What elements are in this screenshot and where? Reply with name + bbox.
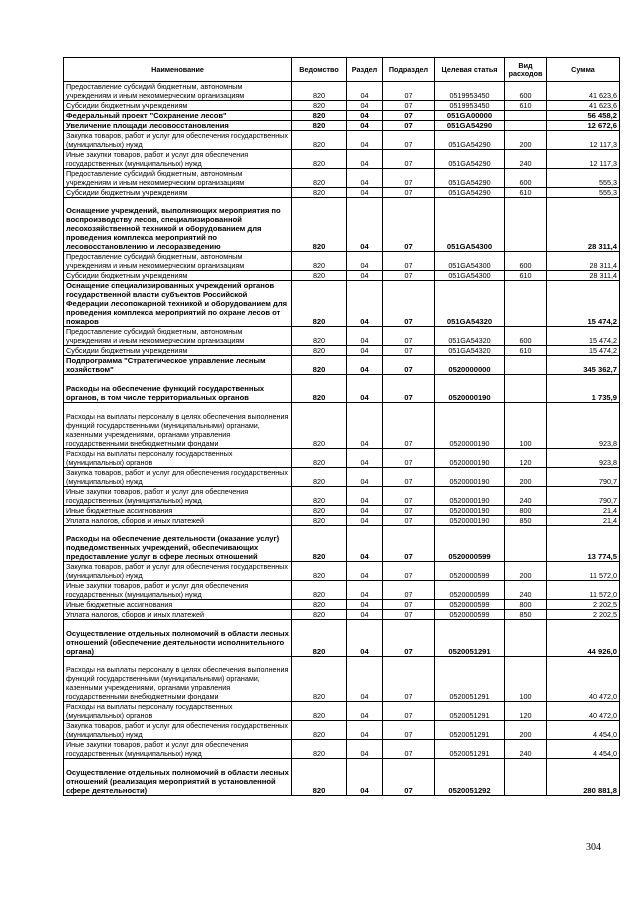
row-name: Предоставление субсидий бюджетным, автономным учреждениям и иным некоммерческим организациям	[64, 327, 292, 346]
row-section: 04	[347, 759, 383, 796]
row-target-article: 0520000190	[435, 486, 505, 505]
row-expense-type: 600	[505, 327, 547, 346]
row-expense-type: 600	[505, 169, 547, 188]
row-amount: 28 311,4	[547, 198, 620, 252]
row-subsection: 07	[383, 515, 435, 525]
table-row	[64, 562, 620, 581]
row-expense-type	[505, 281, 547, 327]
page-number: 304	[586, 842, 601, 853]
row-section: 04	[347, 327, 383, 346]
table-row	[64, 403, 620, 449]
table-row	[64, 515, 620, 525]
row-amount: 11 572,0	[547, 562, 620, 581]
row-subsection: 07	[383, 356, 435, 375]
row-target-article: 0520000190	[435, 375, 505, 403]
row-name: Подпрограмма "Стратегическое управление лесным хозяйством"	[64, 356, 292, 375]
row-subsection: 07	[383, 562, 435, 581]
row-name: Субсидии бюджетным учреждениям	[64, 271, 292, 281]
row-amount: 923,8	[547, 403, 620, 449]
row-name: Уплата налогов, сборов и иных платежей	[64, 610, 292, 620]
row-expense-type: 610	[505, 188, 547, 198]
table-row	[64, 356, 620, 375]
row-target-article: 051GA00000	[435, 111, 505, 121]
header-expense-type: Вид расходов	[505, 58, 547, 82]
row-amount: 2 202,5	[547, 610, 620, 620]
row-expense-type: 240	[505, 740, 547, 759]
row-target-article: 051GA54320	[435, 346, 505, 356]
row-amount: 56 458,2	[547, 111, 620, 121]
row-department: 820	[292, 562, 347, 581]
row-expense-type: 200	[505, 131, 547, 150]
row-section: 04	[347, 188, 383, 198]
budget-document	[63, 57, 619, 796]
row-amount: 12 117,3	[547, 150, 620, 169]
row-section: 04	[347, 375, 383, 403]
table-row	[64, 620, 620, 657]
row-name: Субсидии бюджетным учреждениям	[64, 346, 292, 356]
row-department: 820	[292, 403, 347, 449]
row-target-article: 051GA54320	[435, 281, 505, 327]
table-row	[64, 82, 620, 101]
row-amount: 1 735,9	[547, 375, 620, 403]
row-amount: 12 672,6	[547, 121, 620, 131]
row-department: 820	[292, 281, 347, 327]
row-expense-type	[505, 759, 547, 796]
row-amount: 28 311,4	[547, 271, 620, 281]
row-amount: 790,7	[547, 486, 620, 505]
row-target-article: 0520000190	[435, 403, 505, 449]
row-name: Субсидии бюджетным учреждениям	[64, 188, 292, 198]
row-section: 04	[347, 515, 383, 525]
row-section: 04	[347, 271, 383, 281]
row-section: 04	[347, 281, 383, 327]
row-amount: 555,3	[547, 169, 620, 188]
table-row	[64, 448, 620, 467]
table-row	[64, 101, 620, 111]
table-row	[64, 150, 620, 169]
row-subsection: 07	[383, 620, 435, 657]
row-expense-type	[505, 525, 547, 562]
row-subsection: 07	[383, 169, 435, 188]
header-target-article: Целевая статья	[435, 58, 505, 82]
row-expense-type: 240	[505, 486, 547, 505]
row-amount: 790,7	[547, 467, 620, 486]
row-department: 820	[292, 271, 347, 281]
row-section: 04	[347, 620, 383, 657]
row-target-article: 0520000000	[435, 356, 505, 375]
row-name: Уплата налогов, сборов и иных платежей	[64, 515, 292, 525]
row-target-article: 0520051291	[435, 656, 505, 702]
row-amount: 11 572,0	[547, 581, 620, 600]
row-expense-type: 120	[505, 448, 547, 467]
row-target-article: 0520051291	[435, 702, 505, 721]
table-row	[64, 486, 620, 505]
row-name: Увеличение площади лесовосстановления	[64, 121, 292, 131]
row-target-article: 0519953450	[435, 82, 505, 101]
row-target-article: 051GA54290	[435, 150, 505, 169]
row-expense-type: 850	[505, 515, 547, 525]
row-subsection: 07	[383, 581, 435, 600]
row-expense-type: 850	[505, 610, 547, 620]
row-amount: 15 474,2	[547, 327, 620, 346]
row-section: 04	[347, 131, 383, 150]
table-row	[64, 467, 620, 486]
row-target-article: 051GA54290	[435, 188, 505, 198]
row-amount: 13 774,5	[547, 525, 620, 562]
row-expense-type: 200	[505, 467, 547, 486]
row-section: 04	[347, 82, 383, 101]
row-target-article: 0520000599	[435, 562, 505, 581]
row-amount: 40 472,0	[547, 656, 620, 702]
row-name: Осуществление отдельных полномочий в области лесных отношений (обеспечение деятельности исполнительного органа)	[64, 620, 292, 657]
row-name: Иные бюджетные ассигнования	[64, 505, 292, 515]
row-expense-type: 600	[505, 82, 547, 101]
row-expense-type	[505, 375, 547, 403]
row-subsection: 07	[383, 702, 435, 721]
row-target-article: 0520000190	[435, 448, 505, 467]
row-target-article: 0520000190	[435, 467, 505, 486]
row-section: 04	[347, 656, 383, 702]
row-department: 820	[292, 448, 347, 467]
row-amount: 15 474,2	[547, 346, 620, 356]
table-row	[64, 759, 620, 796]
row-department: 820	[292, 525, 347, 562]
row-section: 04	[347, 467, 383, 486]
row-section: 04	[347, 486, 383, 505]
row-name: Осуществление отдельных полномочий в области лесных отношений (реализация мероприятий в установленной сфере деятельности)	[64, 759, 292, 796]
row-department: 820	[292, 121, 347, 131]
row-department: 820	[292, 581, 347, 600]
row-target-article: 0520000599	[435, 600, 505, 610]
row-name: Оснащение учреждений, выполняющих мероприятия по воспроизводству лесов, специализированной лесохозяйственной техникой и оборудованием для проведения комплекса мероприятий по лесовосстановлению и лесоразведению	[64, 198, 292, 252]
row-amount: 28 311,4	[547, 252, 620, 271]
row-name: Предоставление субсидий бюджетным, автономным учреждениям и иным некоммерческим организациям	[64, 252, 292, 271]
row-subsection: 07	[383, 375, 435, 403]
row-department: 820	[292, 515, 347, 525]
row-department: 820	[292, 198, 347, 252]
row-amount: 40 472,0	[547, 702, 620, 721]
row-target-article: 0520051291	[435, 740, 505, 759]
header-amount: Сумма	[547, 58, 620, 82]
table-row	[64, 702, 620, 721]
row-department: 820	[292, 131, 347, 150]
row-name: Иные закупки товаров, работ и услуг для обеспечения государственных (муниципальных) нужд	[64, 740, 292, 759]
row-expense-type: 120	[505, 702, 547, 721]
row-subsection: 07	[383, 656, 435, 702]
row-expense-type: 610	[505, 101, 547, 111]
row-department: 820	[292, 356, 347, 375]
row-department: 820	[292, 600, 347, 610]
row-subsection: 07	[383, 486, 435, 505]
row-subsection: 07	[383, 759, 435, 796]
row-subsection: 07	[383, 271, 435, 281]
row-subsection: 07	[383, 610, 435, 620]
row-expense-type: 800	[505, 600, 547, 610]
row-amount: 41 623,6	[547, 101, 620, 111]
table-row	[64, 252, 620, 271]
row-section: 04	[347, 169, 383, 188]
row-department: 820	[292, 101, 347, 111]
row-section: 04	[347, 610, 383, 620]
row-name: Закупка товаров, работ и услуг для обеспечения государственных (муниципальных) нужд	[64, 562, 292, 581]
row-target-article: 0520051291	[435, 620, 505, 657]
row-expense-type: 100	[505, 656, 547, 702]
row-expense-type	[505, 121, 547, 131]
row-subsection: 07	[383, 252, 435, 271]
row-department: 820	[292, 169, 347, 188]
row-target-article: 0520000599	[435, 581, 505, 600]
row-department: 820	[292, 82, 347, 101]
row-amount: 4 454,0	[547, 740, 620, 759]
row-section: 04	[347, 448, 383, 467]
row-section: 04	[347, 562, 383, 581]
row-amount: 345 362,7	[547, 356, 620, 375]
row-amount: 12 117,3	[547, 131, 620, 150]
row-subsection: 07	[383, 448, 435, 467]
row-section: 04	[347, 525, 383, 562]
row-expense-type: 100	[505, 403, 547, 449]
row-department: 820	[292, 721, 347, 740]
row-department: 820	[292, 620, 347, 657]
row-section: 04	[347, 505, 383, 515]
table-row	[64, 281, 620, 327]
table-row	[64, 131, 620, 150]
row-department: 820	[292, 486, 347, 505]
row-subsection: 07	[383, 131, 435, 150]
row-subsection: 07	[383, 150, 435, 169]
row-department: 820	[292, 467, 347, 486]
table-row	[64, 188, 620, 198]
table-row	[64, 121, 620, 131]
row-expense-type: 600	[505, 252, 547, 271]
row-section: 04	[347, 252, 383, 271]
row-name: Иные закупки товаров, работ и услуг для обеспечения государственных (муниципальных) нужд	[64, 486, 292, 505]
row-subsection: 07	[383, 740, 435, 759]
table-row	[64, 581, 620, 600]
row-expense-type: 610	[505, 346, 547, 356]
row-subsection: 07	[383, 600, 435, 610]
row-subsection: 07	[383, 346, 435, 356]
row-subsection: 07	[383, 721, 435, 740]
row-section: 04	[347, 111, 383, 121]
row-department: 820	[292, 188, 347, 198]
header-subsection: Подраздел	[383, 58, 435, 82]
row-section: 04	[347, 581, 383, 600]
row-section: 04	[347, 702, 383, 721]
row-section: 04	[347, 403, 383, 449]
row-subsection: 07	[383, 121, 435, 131]
table-row	[64, 505, 620, 515]
row-target-article: 051GA54290	[435, 169, 505, 188]
row-amount: 555,3	[547, 188, 620, 198]
row-expense-type: 200	[505, 562, 547, 581]
row-name: Расходы на выплаты персоналу в целях обеспечения выполнения функций государственными (муниципальными) органами, казенными учреждениями, органами управления государственными внебюджетными фондами	[64, 656, 292, 702]
table-row	[64, 740, 620, 759]
row-target-article: 0519953450	[435, 101, 505, 111]
row-department: 820	[292, 610, 347, 620]
row-subsection: 07	[383, 525, 435, 562]
row-target-article: 051GA54320	[435, 327, 505, 346]
row-target-article: 0520000599	[435, 525, 505, 562]
row-name: Иные закупки товаров, работ и услуг для обеспечения государственных (муниципальных) нужд	[64, 581, 292, 600]
row-section: 04	[347, 356, 383, 375]
row-section: 04	[347, 346, 383, 356]
row-name: Оснащение специализированных учреждений органов государственной власти субъектов Российской Федерации лесопожарной техникой и оборудованием для проведения комплекса мероприятий по охране лесов от пожаров	[64, 281, 292, 327]
row-subsection: 07	[383, 505, 435, 515]
row-expense-type: 800	[505, 505, 547, 515]
row-department: 820	[292, 252, 347, 271]
row-department: 820	[292, 505, 347, 515]
row-expense-type	[505, 620, 547, 657]
row-amount: 21,4	[547, 505, 620, 515]
row-subsection: 07	[383, 188, 435, 198]
row-name: Иные бюджетные ассигнования	[64, 600, 292, 610]
row-amount: 44 926,0	[547, 620, 620, 657]
table-row	[64, 327, 620, 346]
row-subsection: 07	[383, 101, 435, 111]
table-row	[64, 111, 620, 121]
row-name: Расходы на обеспечение функций государственных органов, в том числе территориальных органов	[64, 375, 292, 403]
row-department: 820	[292, 346, 347, 356]
row-expense-type: 240	[505, 150, 547, 169]
row-section: 04	[347, 740, 383, 759]
row-amount: 2 202,5	[547, 600, 620, 610]
row-expense-type	[505, 198, 547, 252]
row-name: Расходы на выплаты персоналу государственных (муниципальных) органов	[64, 448, 292, 467]
row-name: Закупка товаров, работ и услуг для обеспечения государственных (муниципальных) нужд	[64, 467, 292, 486]
table-row	[64, 600, 620, 610]
table-row	[64, 346, 620, 356]
table-row	[64, 610, 620, 620]
row-expense-type: 200	[505, 721, 547, 740]
row-target-article: 0520051291	[435, 721, 505, 740]
table-row	[64, 169, 620, 188]
row-section: 04	[347, 101, 383, 111]
row-name: Расходы на выплаты персоналу в целях обеспечения выполнения функций государственными (муниципальными) органами, казенными учреждениями, органами управления государственными внебюджетными фондами	[64, 403, 292, 449]
row-target-article: 0520000599	[435, 610, 505, 620]
row-subsection: 07	[383, 327, 435, 346]
row-expense-type	[505, 111, 547, 121]
header-department: Ведомство	[292, 58, 347, 82]
row-name: Иные закупки товаров, работ и услуг для обеспечения государственных (муниципальных) нужд	[64, 150, 292, 169]
row-department: 820	[292, 656, 347, 702]
row-target-article: 051GA54290	[435, 131, 505, 150]
row-subsection: 07	[383, 82, 435, 101]
budget-table	[63, 57, 620, 796]
row-department: 820	[292, 702, 347, 721]
row-name: Предоставление субсидий бюджетным, автономным учреждениям и иным некоммерческим организациям	[64, 82, 292, 101]
header-name: Наименование	[64, 58, 292, 82]
row-subsection: 07	[383, 281, 435, 327]
row-name: Закупка товаров, работ и услуг для обеспечения государственных (муниципальных) нужд	[64, 721, 292, 740]
row-department: 820	[292, 327, 347, 346]
row-amount: 4 454,0	[547, 721, 620, 740]
row-section: 04	[347, 150, 383, 169]
table-row	[64, 721, 620, 740]
row-section: 04	[347, 721, 383, 740]
row-name: Субсидии бюджетным учреждениям	[64, 101, 292, 111]
row-target-article: 051GA54290	[435, 121, 505, 131]
row-expense-type: 240	[505, 581, 547, 600]
row-amount: 280 881,8	[547, 759, 620, 796]
row-department: 820	[292, 759, 347, 796]
table-row	[64, 375, 620, 403]
row-expense-type	[505, 356, 547, 375]
table-row	[64, 525, 620, 562]
row-department: 820	[292, 375, 347, 403]
row-amount: 41 623,6	[547, 82, 620, 101]
row-subsection: 07	[383, 111, 435, 121]
row-subsection: 07	[383, 467, 435, 486]
row-amount: 21,4	[547, 515, 620, 525]
table-header-row	[64, 58, 620, 82]
table-row	[64, 198, 620, 252]
row-name: Расходы на обеспечение деятельности (оказание услуг) подведомственных учреждений, обеспечивающих предоставление услуг в сфере лесных отношений	[64, 525, 292, 562]
row-amount: 923,8	[547, 448, 620, 467]
row-target-article: 0520000190	[435, 505, 505, 515]
table-row	[64, 656, 620, 702]
header-section: Раздел	[347, 58, 383, 82]
row-target-article: 051GA54300	[435, 198, 505, 252]
row-target-article: 051GA54300	[435, 271, 505, 281]
row-target-article: 0520051292	[435, 759, 505, 796]
row-name: Расходы на выплаты персоналу государственных (муниципальных) органов	[64, 702, 292, 721]
row-amount: 15 474,2	[547, 281, 620, 327]
table-row	[64, 271, 620, 281]
row-section: 04	[347, 198, 383, 252]
row-department: 820	[292, 740, 347, 759]
row-target-article: 051GA54300	[435, 252, 505, 271]
row-subsection: 07	[383, 198, 435, 252]
row-subsection: 07	[383, 403, 435, 449]
row-expense-type: 610	[505, 271, 547, 281]
row-name: Закупка товаров, работ и услуг для обеспечения государственных (муниципальных) нужд	[64, 131, 292, 150]
row-section: 04	[347, 121, 383, 131]
row-section: 04	[347, 600, 383, 610]
row-target-article: 0520000190	[435, 515, 505, 525]
row-name: Федеральный проект "Сохранение лесов"	[64, 111, 292, 121]
row-department: 820	[292, 150, 347, 169]
row-name: Предоставление субсидий бюджетным, автономным учреждениям и иным некоммерческим организациям	[64, 169, 292, 188]
row-department: 820	[292, 111, 347, 121]
